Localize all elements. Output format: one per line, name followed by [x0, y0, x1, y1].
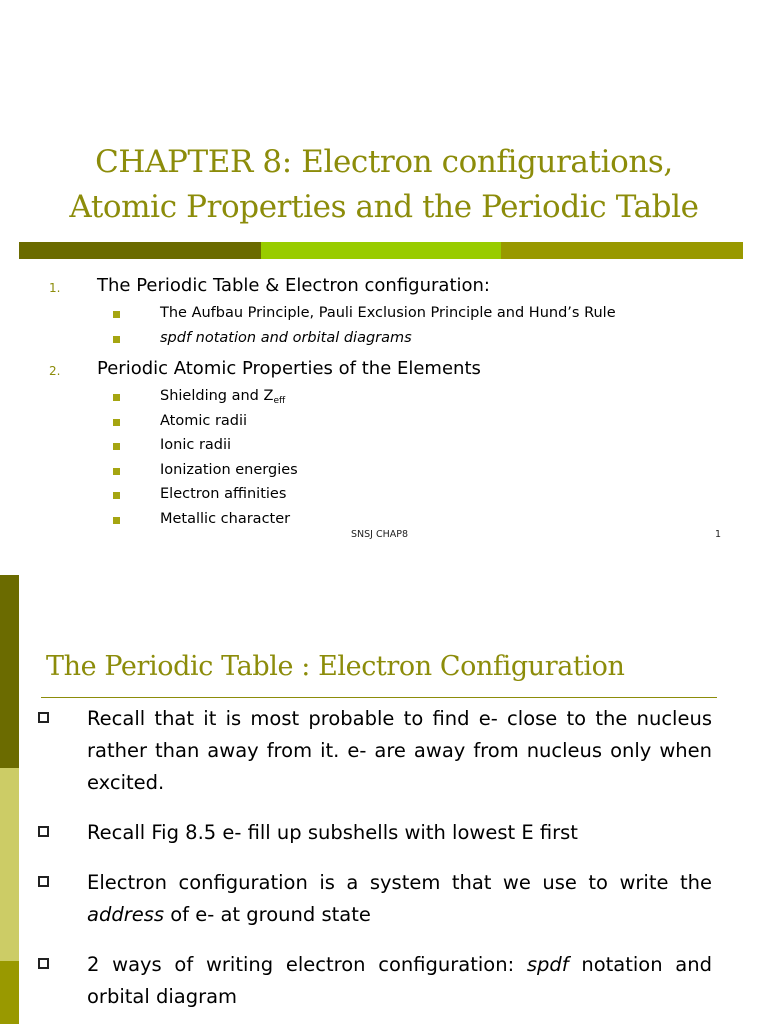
- title-line-1: CHAPTER 8: Electron configurations,: [95, 144, 673, 180]
- slide-footer-label: SNSJ CHAP8: [351, 529, 409, 540]
- text-run: of e- at ground state: [164, 903, 371, 926]
- sub-item-text: [160, 388, 285, 406]
- slide-2: [0, 575, 768, 1024]
- bullet-item: [0, 817, 768, 849]
- sub-item-text: Electron affinities: [160, 486, 287, 502]
- square-bullet-icon: [113, 419, 120, 426]
- bullet-text: Recall Fig 8.5 e- fill up subshells with lowest E first: [87, 821, 578, 844]
- hollow-square-bullet-icon: [38, 876, 49, 887]
- outline-list: [0, 272, 768, 532]
- bullet-item: [0, 949, 768, 1013]
- text-run: 2 ways of writing electron configuration:: [87, 953, 527, 976]
- item-text: Periodic Atomic Properties of the Elements: [97, 358, 481, 379]
- bar-segment-2: [261, 242, 501, 259]
- square-bullet-icon: [113, 492, 120, 499]
- slide-page-number: 1: [715, 529, 722, 540]
- square-bullet-icon: [113, 394, 120, 401]
- emphasis-text: address: [87, 903, 165, 926]
- sub-item-text: Ionic radii: [160, 437, 232, 453]
- title-divider-bar: [19, 242, 743, 259]
- square-bullet-icon: [113, 517, 120, 524]
- text-run: Electron configuration is a system that we use to write the: [87, 871, 712, 894]
- square-bullet-icon: [113, 468, 120, 475]
- title-line-2: Atomic Properties and the Periodic Table: [69, 189, 699, 225]
- hollow-square-bullet-icon: [38, 826, 49, 837]
- hollow-square-bullet-icon: [38, 712, 49, 723]
- sub-item: [0, 385, 768, 410]
- bullet-item: [0, 703, 768, 799]
- bullet-text: [87, 867, 712, 931]
- bar-segment-1: [19, 242, 261, 259]
- sub-item: [0, 410, 768, 435]
- slide-1-title: [20, 140, 748, 230]
- item-number: 1.: [49, 281, 61, 295]
- bullet-item: [0, 867, 768, 931]
- sub-item: [0, 302, 768, 327]
- bullet-text: [87, 949, 712, 1013]
- sub-item-text: Atomic radii: [160, 412, 248, 429]
- outline-item-1: [0, 272, 768, 302]
- slide-2-title: The Periodic Table : Electron Configuration: [46, 651, 625, 682]
- square-bullet-icon: [113, 443, 120, 450]
- text-run: notation and orbital diagram: [87, 953, 712, 1008]
- square-bullet-icon: [113, 336, 120, 343]
- shielding-text: Shielding and Z: [160, 388, 274, 404]
- sub-item: [0, 483, 768, 508]
- item-number: 2.: [49, 364, 61, 378]
- item-text: The Periodic Table & Electron configuration:: [97, 275, 490, 296]
- bar-segment-3: [501, 242, 743, 259]
- sub-item: [0, 459, 768, 484]
- sub-item-text: The Aufbau Principle, Pauli Exclusion Principle and Hund’s Rule: [160, 305, 616, 321]
- sub-item-text: Metallic character: [160, 510, 291, 527]
- sub-item: [0, 327, 768, 352]
- sub-item: [0, 434, 768, 459]
- outline-item-2: [0, 355, 768, 385]
- bullet-list: [0, 703, 768, 1013]
- zeff-subscript: eff: [273, 396, 286, 406]
- bullet-text: Recall that it is most probable to find e- close to the nucleus rather than away from it. e- are away from nucleus only when excited.: [87, 707, 712, 794]
- sub-item-text: Ionization energies: [160, 461, 298, 478]
- hollow-square-bullet-icon: [38, 958, 49, 969]
- square-bullet-icon: [113, 311, 120, 318]
- title-underline: [41, 697, 717, 698]
- sub-item-text: spdf notation and orbital diagrams: [160, 329, 412, 346]
- emphasis-text: spdf: [526, 953, 569, 976]
